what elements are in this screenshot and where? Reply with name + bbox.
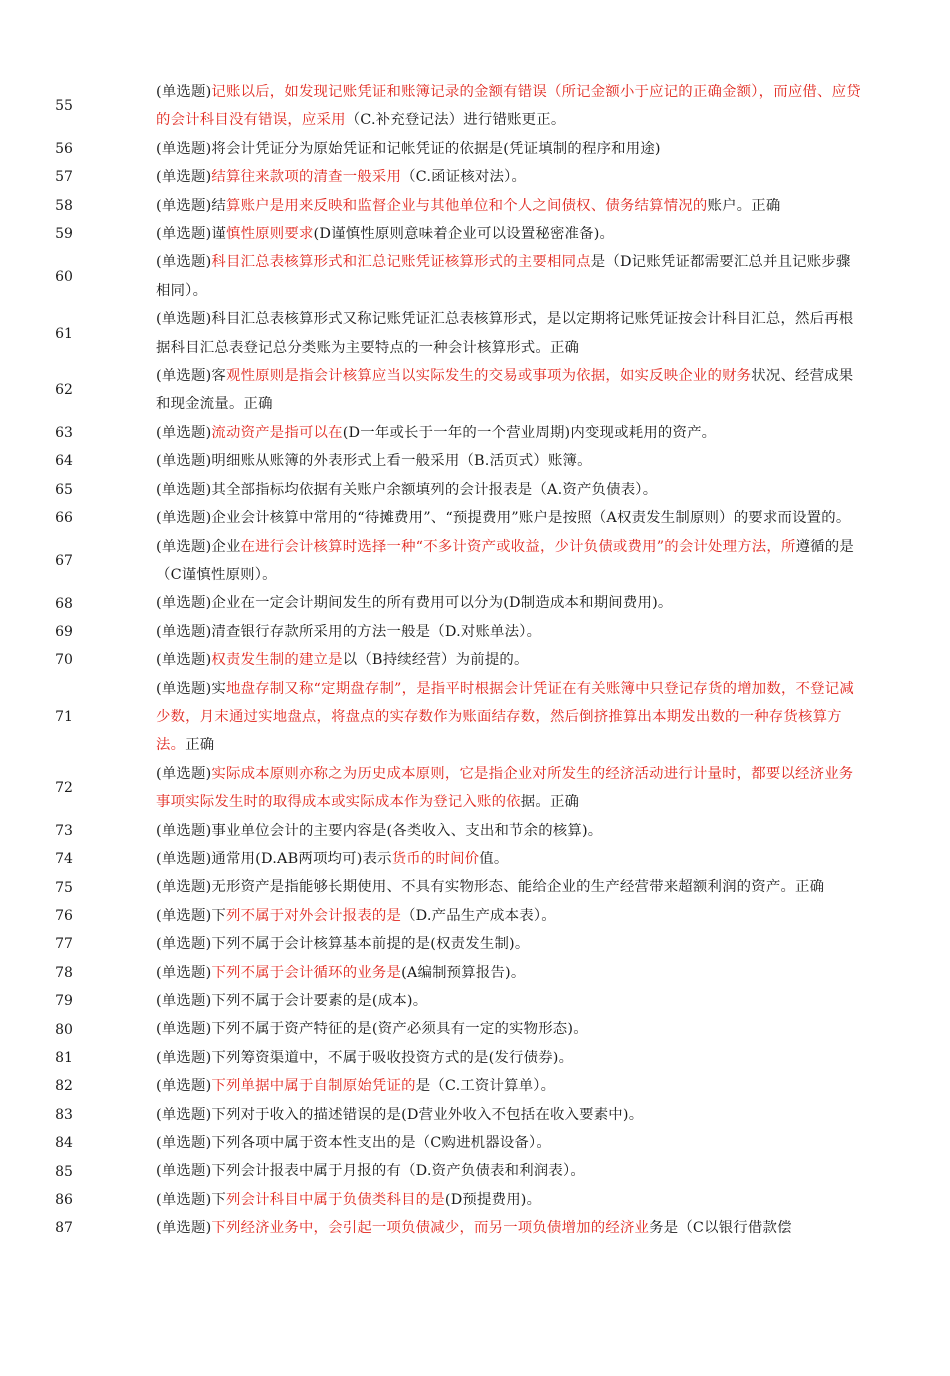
question-row bbox=[0, 305, 950, 362]
question-text bbox=[156, 845, 862, 873]
question-number: 75 bbox=[55, 879, 73, 896]
text-segment: (单选题) bbox=[156, 84, 212, 100]
text-segment: (A编制预算报告)。 bbox=[401, 964, 526, 981]
question-row bbox=[0, 192, 950, 220]
question-number: 72 bbox=[55, 780, 73, 797]
question-text bbox=[156, 1157, 862, 1185]
text-segment: (单选题)谨 bbox=[156, 226, 226, 243]
question-text bbox=[156, 1101, 862, 1129]
question-number: 55 bbox=[55, 98, 73, 115]
question-number: 74 bbox=[55, 851, 73, 868]
question-text bbox=[156, 419, 862, 447]
highlighted-text: 记账以后，如发现记账凭证和账簿记录的金额有错误（所记金额小于应记的正确金额），而应借、应贷的会计科目没有错误，应采用 bbox=[156, 84, 861, 129]
highlighted-text: 慎性原则要求 bbox=[226, 226, 314, 243]
question-number: 68 bbox=[55, 595, 73, 612]
question-row bbox=[0, 504, 950, 532]
highlighted-text: 算账户是用来反映和监督企业与其他单位和个人之间债权、债务结算情况的 bbox=[226, 197, 708, 214]
question-text bbox=[156, 1072, 862, 1100]
text-segment: 值。 bbox=[479, 850, 509, 867]
text-segment: (单选题) bbox=[156, 169, 212, 186]
text-segment: (单选题) bbox=[156, 1220, 212, 1237]
question-number: 84 bbox=[55, 1135, 73, 1152]
question-row bbox=[0, 760, 950, 817]
text-segment: (单选题)企业在一定会计期间发生的所有费用可以分为(D制造成本和期间费用)。 bbox=[156, 595, 673, 612]
text-segment: (D谨慎性原则意味着企业可以设置秘密准备)。 bbox=[313, 226, 615, 243]
question-number: 80 bbox=[55, 1021, 73, 1038]
question-row bbox=[0, 476, 950, 504]
question-number: 87 bbox=[55, 1220, 73, 1237]
question-text bbox=[156, 1186, 862, 1214]
text-segment: （C.函证核对法）。 bbox=[401, 169, 527, 186]
question-number: 73 bbox=[55, 822, 73, 839]
question-text bbox=[156, 533, 862, 590]
text-segment: (单选题) bbox=[156, 765, 212, 782]
question-number: 64 bbox=[55, 453, 73, 470]
text-segment: 务是（C以银行借款偿 bbox=[649, 1220, 792, 1237]
question-text bbox=[156, 1214, 862, 1242]
text-segment: (单选题)下列不属于会计要素的是(成本)。 bbox=[156, 993, 428, 1009]
text-segment: (单选题)其全部指标均依据有关账户余额填列的会计报表是（A.资产负债表）。 bbox=[156, 481, 658, 498]
question-text bbox=[156, 675, 862, 760]
text-segment: (单选题)将会计凭证分为原始凭证和记帐凭证的依据是(凭证填制的程序和用途) bbox=[156, 140, 661, 157]
question-row bbox=[0, 845, 950, 873]
question-number: 66 bbox=[55, 510, 73, 527]
question-row bbox=[0, 135, 950, 163]
text-segment: （C.补充登记法）进行错账更正。 bbox=[345, 112, 566, 129]
question-row bbox=[0, 1186, 950, 1214]
text-segment: (单选题)企业 bbox=[156, 538, 241, 555]
highlighted-text: 流动资产是指可以在 bbox=[211, 424, 343, 441]
question-row bbox=[0, 589, 950, 617]
text-segment: (单选题)无形资产是指能够长期使用、不具有实物形态、能给企业的生产经营带来超额利润的资产。正确 bbox=[156, 879, 825, 896]
text-segment: (单选题)事业单位会计的主要内容是(各类收入、支出和节余的核算)。 bbox=[156, 822, 603, 839]
question-number: 59 bbox=[55, 226, 73, 243]
question-text bbox=[156, 760, 862, 817]
highlighted-text: 结算往来款项的清查一般采用 bbox=[211, 169, 402, 186]
question-text bbox=[156, 1129, 862, 1157]
question-row bbox=[0, 1072, 950, 1100]
question-row bbox=[0, 817, 950, 845]
question-text bbox=[156, 930, 862, 958]
question-number: 83 bbox=[55, 1106, 73, 1123]
question-text bbox=[156, 248, 862, 305]
text-segment: (单选题)下列不属于会计核算基本前提的是(权责发生制)。 bbox=[156, 936, 530, 953]
question-text bbox=[156, 987, 862, 1015]
question-number: 57 bbox=[55, 169, 73, 186]
question-text bbox=[156, 163, 862, 191]
question-number: 60 bbox=[55, 268, 73, 285]
text-segment: (单选题) bbox=[156, 424, 212, 441]
text-segment: (单选题)企业会计核算中常用的“待摊费用”、“预提费用”账户是按照（A权责发生制原则）的要求而设置的。 bbox=[156, 510, 851, 527]
highlighted-text: 列不属于对外会计报表的是 bbox=[226, 907, 402, 924]
question-row bbox=[0, 618, 950, 646]
question-row bbox=[0, 873, 950, 901]
question-text bbox=[156, 959, 862, 987]
question-number: 61 bbox=[55, 325, 73, 342]
question-row bbox=[0, 419, 950, 447]
text-segment: (单选题)清查银行存款所采用的方法一般是（D.对账单法）。 bbox=[156, 623, 542, 640]
text-segment: (单选题)客 bbox=[156, 368, 226, 385]
text-segment: (单选题)下列筹资渠道中，不属于吸收投资方式的是(发行债券)。 bbox=[156, 1049, 574, 1066]
question-row bbox=[0, 959, 950, 987]
document-page bbox=[0, 78, 950, 1243]
question-number: 67 bbox=[55, 552, 73, 569]
highlighted-text: 权责发生制的建立是 bbox=[211, 652, 343, 669]
question-row bbox=[0, 675, 950, 760]
text-segment: (单选题) bbox=[156, 254, 212, 271]
question-row bbox=[0, 533, 950, 590]
text-segment: (单选题)下列会计报表中属于月报的有（D.资产负债表和利润表）。 bbox=[156, 1163, 585, 1180]
question-number: 79 bbox=[55, 993, 73, 1010]
question-text bbox=[156, 1015, 862, 1043]
question-row bbox=[0, 1101, 950, 1129]
question-number: 65 bbox=[55, 481, 73, 498]
text-segment: 账户。正确 bbox=[707, 197, 781, 214]
question-number: 58 bbox=[55, 197, 73, 214]
question-number: 78 bbox=[55, 964, 73, 981]
highlighted-text: 下列经济业务中，会引起一项负债减少，而另一项负债增加的经济业 bbox=[211, 1220, 650, 1237]
question-text bbox=[156, 873, 862, 901]
question-row bbox=[0, 163, 950, 191]
question-number: 63 bbox=[55, 425, 73, 442]
text-segment: （D.产品生产成本表）。 bbox=[401, 907, 556, 924]
question-row bbox=[0, 930, 950, 958]
question-text bbox=[156, 817, 862, 845]
question-text bbox=[156, 220, 862, 248]
text-segment: 正确 bbox=[185, 737, 215, 754]
highlighted-text: 科目汇总表核算形式和汇总记账凭证核算形式的主要相同点 bbox=[211, 254, 591, 271]
text-segment: 遵循的是（C谨慎性原则）。 bbox=[156, 538, 854, 583]
question-text bbox=[156, 305, 862, 362]
question-number: 71 bbox=[55, 709, 73, 726]
text-segment: 是（D记账凭证都需要汇总并且记账步骤相同）。 bbox=[156, 254, 851, 299]
question-number: 77 bbox=[55, 936, 73, 953]
question-text bbox=[156, 447, 862, 475]
question-number: 62 bbox=[55, 382, 73, 399]
question-text bbox=[156, 476, 862, 504]
question-row bbox=[0, 902, 950, 930]
highlighted-text: 列会计科目中属于负债类科目的是 bbox=[226, 1191, 445, 1208]
text-segment: (单选题) bbox=[156, 964, 212, 981]
question-row bbox=[0, 646, 950, 674]
text-segment: 据。正确 bbox=[520, 794, 580, 811]
text-segment: (单选题)科目汇总表核算形式又称记账凭证汇总表核算形式，是以定期将记账凭证按会计科目汇总，然后再根据科目汇总表登记总分类账为主要特点的一种会计核算形式。正确 bbox=[156, 311, 854, 356]
question-number: 81 bbox=[55, 1050, 73, 1067]
highlighted-text: 下列不属于会计循环的业务是 bbox=[211, 964, 402, 981]
question-text bbox=[156, 135, 862, 163]
text-segment: (单选题)下 bbox=[156, 907, 226, 924]
question-text bbox=[156, 78, 862, 135]
question-row bbox=[0, 1044, 950, 1072]
question-number: 69 bbox=[55, 623, 73, 640]
question-text bbox=[156, 1044, 862, 1072]
question-number: 82 bbox=[55, 1078, 73, 1095]
text-segment: (D一年或长于一年的一个营业周期)内变现或耗用的资产。 bbox=[342, 424, 717, 441]
question-text bbox=[156, 504, 862, 532]
text-segment: (D预提费用)。 bbox=[444, 1191, 542, 1208]
text-segment: (单选题)下列不属于资产特征的是(资产必须具有一定的实物形态)。 bbox=[156, 1021, 588, 1038]
question-number: 70 bbox=[55, 652, 73, 669]
text-segment: (单选题)下列对于收入的描述错误的是(D营业外收入不包括在收入要素中)。 bbox=[156, 1106, 644, 1123]
highlighted-text: 在进行会计核算时选择一种“不多计资产或收益，少计负债或费用”的会计处理方法，所 bbox=[240, 538, 796, 555]
text-segment: 以（B持续经营）为前提的。 bbox=[342, 652, 529, 669]
text-segment: 是（C.工资计算单）。 bbox=[415, 1078, 556, 1095]
question-text bbox=[156, 902, 862, 930]
highlighted-text: 观性原则是指会计核算应当以实际发生的交易或事项为依据，如实反映企业的财务 bbox=[226, 368, 752, 385]
highlighted-text: 货币的时间价 bbox=[391, 850, 480, 867]
highlighted-text: 地盘存制又称“定期盘存制”，是指平时根据会计凭证在有关账簿中只登记存货的增加数，不登记减少数，月末通过实地盘点，将盘点的实存数作为账面结存数，然后倒挤推算出本期发出数的一种存货核算方法。 bbox=[156, 680, 854, 754]
question-row bbox=[0, 78, 950, 135]
question-row bbox=[0, 1157, 950, 1185]
question-number: 76 bbox=[55, 907, 73, 924]
question-row bbox=[0, 1015, 950, 1043]
question-row bbox=[0, 220, 950, 248]
text-segment: (单选题)通常用(D.AB两项均可)表示 bbox=[156, 850, 392, 867]
text-segment: 状况、经营成果和现金流量。正确 bbox=[156, 368, 854, 413]
highlighted-text: 实际成本原则亦称之为历史成本原则，它是指企业对所发生的经济活动进行计量时，都要以经济业务事项实际发生时的取得成本或实际成本作为登记入账的依 bbox=[156, 765, 854, 811]
question-row bbox=[0, 362, 950, 419]
question-text bbox=[156, 618, 862, 646]
question-number: 56 bbox=[55, 141, 73, 158]
question-number: 85 bbox=[55, 1163, 73, 1180]
question-text bbox=[156, 192, 862, 220]
question-number: 86 bbox=[55, 1192, 73, 1209]
text-segment: (单选题)下 bbox=[156, 1191, 226, 1208]
question-row bbox=[0, 987, 950, 1015]
text-segment: (单选题)结 bbox=[156, 197, 226, 214]
question-text bbox=[156, 646, 862, 674]
text-segment: (单选题)实 bbox=[156, 680, 226, 697]
question-row bbox=[0, 447, 950, 475]
question-text bbox=[156, 362, 862, 419]
text-segment: (单选题) bbox=[156, 652, 212, 669]
text-segment: (单选题) bbox=[156, 1078, 212, 1095]
question-row bbox=[0, 1214, 950, 1242]
text-segment: (单选题)下列各项中属于资本性支出的是（C购进机器设备）。 bbox=[156, 1135, 551, 1152]
question-row bbox=[0, 248, 950, 305]
highlighted-text: 下列单据中属于自制原始凭证的 bbox=[211, 1078, 416, 1095]
question-row bbox=[0, 1129, 950, 1157]
text-segment: (单选题)明细账从账簿的外表形式上看一般采用（B.活页式）账簿。 bbox=[156, 453, 592, 470]
question-text bbox=[156, 589, 862, 617]
